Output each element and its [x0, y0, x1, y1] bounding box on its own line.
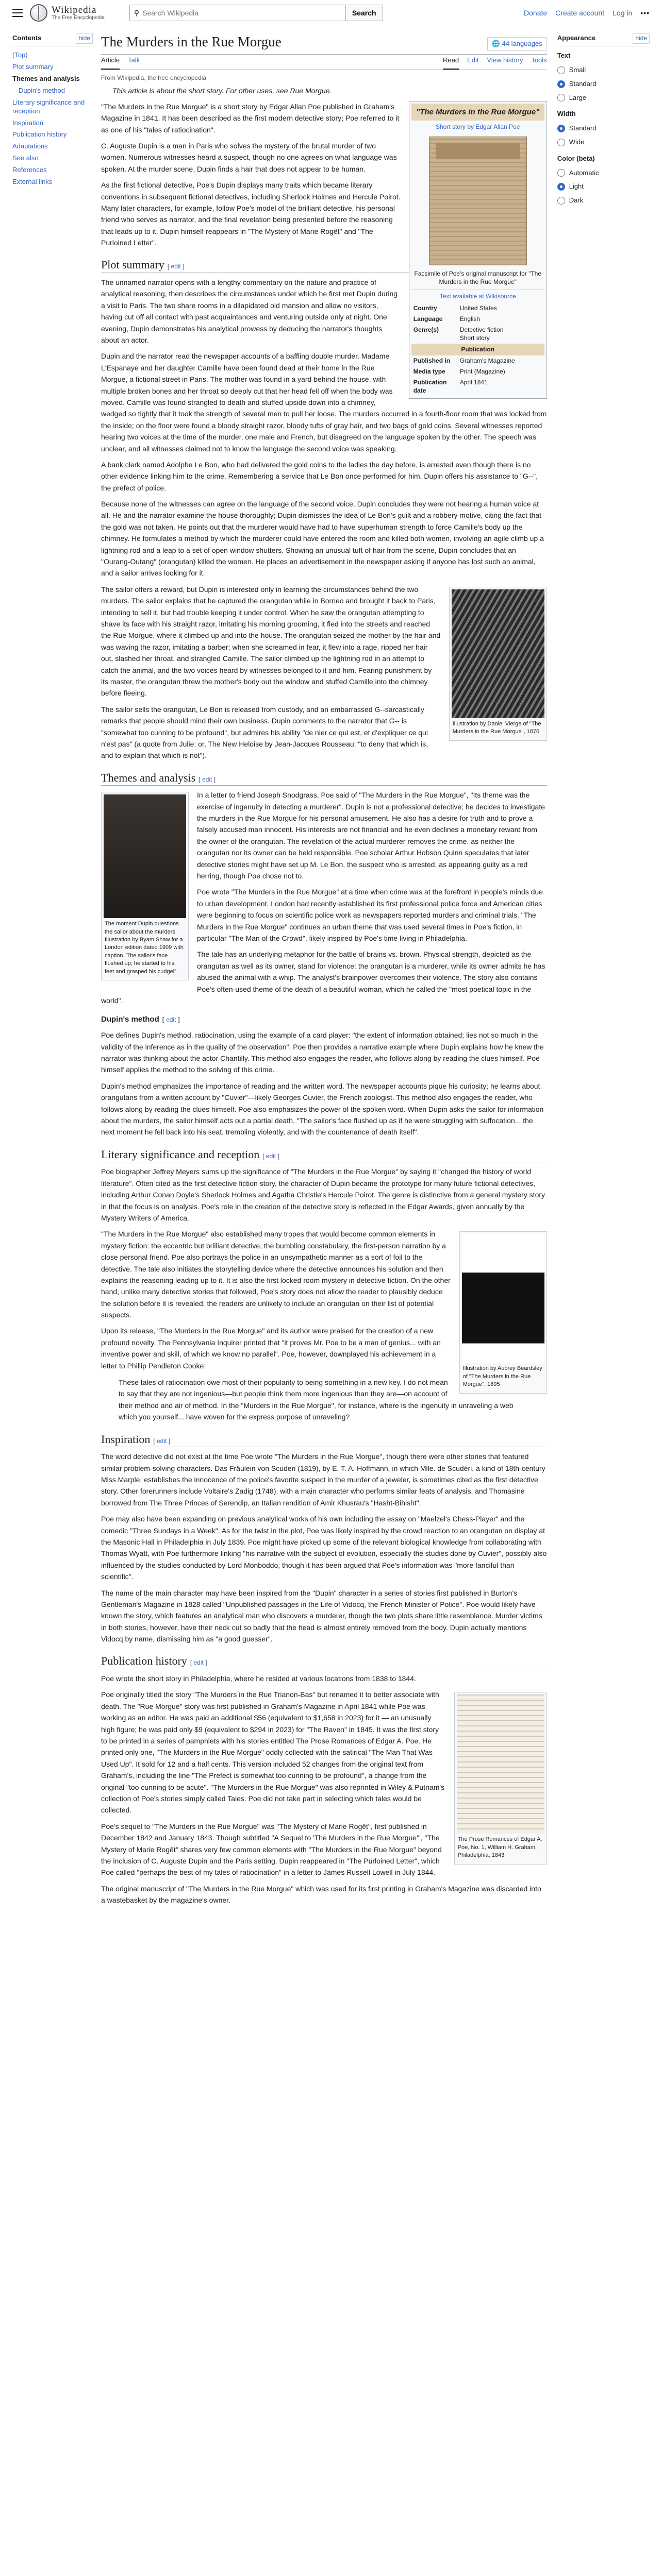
wikipedia-logo[interactable]	[30, 4, 105, 22]
infobox-row	[411, 377, 544, 397]
infobox-label: Publication date	[413, 378, 447, 395]
section-paragraph: Upon its release, "The Murders in the Rue Morgue" and its author were praised for the creation of a new profound novelty. The Pennsylvania Inquirer printed that "it proves Mr. Poe to be a man of genius... with an inventive power and skill, of which we know no parallel". Poe, however, downplayed his achievement in a letter to Phillip Pendleton Cooke:	[101, 1327, 441, 1370]
appearance-hide-button[interactable]: hide	[633, 33, 650, 44]
infobox-title: "The Murders in the Rue Morgue"	[411, 104, 544, 121]
color-radio-icon[interactable]	[557, 183, 565, 191]
site-sub: From Wikipedia, the free encyclopedia	[101, 74, 207, 82]
globe-icon	[30, 4, 47, 22]
edit-label[interactable]: edit	[202, 775, 212, 783]
text-size-option[interactable]	[557, 77, 650, 91]
section-heading	[101, 1432, 547, 1448]
infobox-publication-heading: Publication	[411, 344, 544, 355]
infobox-row	[411, 366, 544, 377]
language-count: 44 languages	[502, 40, 542, 48]
byam-shaw-illustration-image[interactable]	[104, 794, 186, 918]
infobox-subtitle: Short story by Edgar Allan Poe	[435, 123, 520, 130]
prose-romances-cover[interactable]	[454, 1692, 547, 1864]
beardsley-illustration[interactable]	[459, 1231, 547, 1393]
color-option-label: Light	[569, 182, 584, 191]
section-title: Publication history	[101, 1654, 187, 1668]
appearance-title: Appearance	[557, 34, 596, 42]
infobox-label: Published in	[413, 357, 451, 364]
intro-paragraph: "The Murders in the Rue Morgue" is a short story by Edgar Allan Poe published in Graham's Magazine in 1841. It has been described as the first modern detective story; Poe referred to it as one of his "tales of ratiocination".	[101, 102, 400, 134]
infobox-row	[411, 314, 544, 325]
blockquote: These tales of ratiocination owe most of their popularity to being something in a new key. I do not mean to say that they are not ingenious—but people think them more ingenious than they are—on account of their method and air of method. In the "Murders in the Rue Morgue", for instance, where is the ingenuity in unraveling a web which you yourself... have woven for the express purpose of unraveling?	[119, 1378, 514, 1421]
toc-item[interactable]: Adaptations	[12, 142, 48, 150]
wordmark-text: Wikipedia	[52, 4, 97, 15]
toc-title: Contents	[12, 34, 42, 42]
tab-read[interactable]: Read	[443, 55, 459, 70]
infobox-value: Graham's Magazine	[459, 357, 515, 364]
hatnote: This article is about the short story. For other uses, see Rue Morgue.	[112, 87, 332, 95]
section-heading	[101, 1147, 547, 1163]
more-tools-icon[interactable]: •••	[640, 8, 650, 17]
color-option-label: Dark	[569, 196, 584, 205]
color-option[interactable]	[557, 194, 650, 208]
intro-paragraph: As the first fictional detective, Poe's Dupin displays many traits which became literary conventions in subsequent fictional detectives, including Sherlock Holmes and Hercule Poirot. Many later characters, for example, follow Poe's model of the brilliant detective, his personal friend who serves as narrator, and the final revelation being presented before the reasoning that leads up to it. Dupin himself reappears in "The Mystery of Marie Rogêt" and "The Purloined Letter".	[101, 181, 401, 247]
table-of-contents	[12, 26, 93, 1910]
toc-item[interactable]: Literary significance and reception	[12, 98, 85, 115]
tool-link-2[interactable]: Log in	[613, 8, 633, 17]
tab-talk[interactable]: Talk	[128, 56, 140, 64]
intro-paragraph: C. Auguste Dupin is a man in Paris who solves the mystery of the brutal murder of two women. Numerous witnesses heard a suspect, though no one agrees on what language was spoken. At the murder scene, Dupin finds a hair that does not appear to be human.	[101, 141, 397, 173]
text-size-option-label: Standard	[569, 79, 597, 88]
color-option[interactable]	[557, 166, 650, 180]
tool-link-0[interactable]: Donate	[524, 8, 548, 17]
edit-link[interactable]: [ edit ]	[153, 1437, 171, 1445]
infobox-value: Detective fiction Short story	[459, 326, 504, 342]
color-option[interactable]	[557, 180, 650, 194]
section-paragraph: The name of the main character may have been inspired from the "Dupin" character in a series of stories first published in Burton's Gentleman's Magazine in 1828 called "Unpublished passages in the Life of Vidocq, the French Minister of Police". Poe would likely have known the story, which features an analytical man who discovers a murderer, though the two plots share little resemblance. Murder victims in both stories, however, have their neck cut so badly that the head is almost entirely removed from the body. Dupin actually mentions Vidocq by name, dismissing him as "a good guesser".	[101, 1588, 542, 1643]
text-size-radio-icon[interactable]	[557, 80, 565, 88]
section-title: Dupin's method	[101, 1015, 159, 1024]
toc-item[interactable]: Inspiration	[12, 118, 43, 127]
tab-edit[interactable]: Edit	[467, 56, 479, 64]
toc-item[interactable]: Dupin's method	[19, 86, 65, 94]
search-form	[129, 5, 383, 21]
infobox-value: United States	[459, 304, 497, 312]
tagline: The Free Encyclopedia	[52, 14, 105, 21]
infobox-row	[411, 303, 544, 314]
infobox-label: Country	[413, 304, 437, 312]
user-tools	[524, 7, 650, 19]
text-size-radio-icon[interactable]	[557, 94, 565, 101]
width-radio-icon[interactable]	[557, 139, 565, 146]
section-paragraph: Poe's sequel to "The Murders in the Rue Morgue" was "The Mystery of Marie Rogêt", first published in December 1842 and January 1843. Though subtitled "A Sequel to 'The Murders in the Rue Morgue'", "The Mystery of Marie Rogêt" shares very few common elements with "The Murders in the Rue Morgue" beyond the inclusion of C. Auguste Dupin and the Paris setting. Dupin reappeared in "The Purloined Letter", which Poe called "perhaps the best of my tales of ratiocination" in a letter to James Russell Lowell in July 1844.	[101, 1822, 442, 1877]
page-title-text: The Murders in the Rue Morgue	[101, 34, 282, 49]
byam-shaw-illustration[interactable]	[101, 792, 189, 980]
infobox-table	[411, 303, 544, 344]
section-paragraph: The original manuscript of "The Murders in the Rue Morgue" which was used for its first printing in Graham's Magazine was discarded into a wastebasket by the magazine's owner.	[101, 1884, 541, 1905]
toc-item[interactable]: (Top)	[12, 51, 28, 59]
section-paragraph: Dupin's method emphasizes the importance of reading and the written word. The newspaper accounts pique his curiosity; he learns about orangutans from a written account by "Cuvier"—likely Georges Cuvier, the French zoologist. This method also engages the reader, who follows along by reading the clues himself. Poe also emphasizes the power of the spoken word. When Dupin asks the sailor for information about the murders, the sailor himself acts out a partial death. "The sailor's face flushed up as if he were struggling with suffocation... the next moment he fell back into his seat, trembling violently, and with the countenance of death itself".	[101, 1081, 544, 1137]
section-paragraph: The unnamed narrator opens with a lengthy commentary on the nature and practice of analytical reasoning, then describes the circumstances under which he first met Dupin during a visit to Paris. The two share rooms in a dilapidated old mansion and allow no visitors, having cut off all contact with past acquaintances and venturing outside only at night. One evening, Dupin demonstrates his analytical prowess by deducing the narrator's thoughts about an actor.	[101, 278, 398, 344]
width-radio-icon[interactable]	[557, 125, 565, 132]
tab-article[interactable]: Article	[101, 55, 120, 70]
section-paragraph: Poe wrote the short story in Philadelphia, where he resided at various locations from 1838 to 1844.	[101, 1674, 416, 1683]
toc-hide-button[interactable]: hide	[76, 33, 93, 44]
section-paragraph: Poe wrote "The Murders in the Rue Morgue" at a time when crime was at the forefront in people's minds due to urban development. London had recently established its first professional police force and American cities were beginning to focus on scientific police work as newspapers reported murders and criminal trials. "The Murders in the Rue Morgue" continues an urban theme that was used several times in Poe's fiction, in particular "The Man of the Crowd", likely inspired by Poe's time living in Philadelphia.	[197, 888, 543, 942]
color-option-label: Automatic	[569, 168, 599, 177]
manuscript-image[interactable]	[429, 137, 527, 265]
tab-tools[interactable]: Tools	[531, 56, 547, 64]
search-icon: ⚲	[134, 8, 140, 17]
section-paragraph: "The Murders in the Rue Morgue" also established many tropes that would become common elements in mystery fiction: the eccentric but brilliant detective, the bumbling constabulary, the first-person narration by a close personal friend. Poe also portrays the police in an unsympathetic manner as a sort of foil to the detective. The tale also initiates the storytelling device where the detective announces his solution and then explains the reasoning leading up to it. It is also the first locked room mystery in detective fiction. On the other hand, unlike many detective stories that followed, Poe's story does not allow the reader to plausibly deduce the solution before it is revealed; the readers are unlikely to include an orangutan on their list of potential suspects.	[101, 1230, 451, 1319]
text-size-option[interactable]	[557, 91, 650, 105]
infobox-publication-table	[411, 355, 544, 396]
edit-link[interactable]: [ edit ]	[190, 1659, 207, 1667]
site-header	[0, 0, 662, 26]
wikisource-link[interactable]: Text available at Wikisource	[411, 290, 544, 303]
section-paragraph: The sailor sells the orangutan, Le Bon is released from custody, and an embarrassed G--sarcastically remarks that people should mind their own business. Dupin comments to the narrator that G-- is "somewhat too cunning to be profound", but admires his ability "de nier ce qui est, et d'expliquer ce qui n'est pas" (a quote from Julie; or, The New Heloise by Jean-Jacques Rousseau: "to deny that which is, and to explain that which is not").	[101, 705, 428, 760]
edit-link[interactable]: [ edit ]	[167, 263, 185, 270]
byam-shaw-illustration-caption: The moment Dupin questions the sailor about the murders. Illustration by Byam Shaw for a London edition dated 1909 with caption "The sailor's face flushed up; he started to his feet and grasped his cudgel".	[105, 921, 184, 975]
appearance-panel	[557, 26, 650, 1910]
infobox-label: Language	[413, 315, 443, 323]
edit-label[interactable]: edit	[266, 1152, 276, 1160]
section-paragraph: In a letter to friend Joseph Snodgrass, Poe said of "The Murders in the Rue Morgue", "Its theme was the exercise of ingenuity in detecting a murderer". Dupin is not a professional detective; he decides to investigate the murders in the Rue Morgue for his personal amusement. He also has a desire for truth and to prove a falsely accused man innocent. His interests are not financial and he even declines a monetary reward from the owner of the orangutan. The revelation of the actual murderer removes the crime, as neither the orangutan nor its owner can be held responsible. Poe scholar Arthur Hobson Quinn speculates that later detective stories might have set up M. Le Bon, the suspect who is arrested, as appearing guilty as a red herring, though Poe chose not to.	[197, 791, 545, 880]
prose-romances-cover-caption: The Prose Romances of Edgar A. Poe, No. 1, William H. Graham, Philadelphia, 1843	[457, 1836, 542, 1859]
infobox-value: April 1841	[459, 378, 488, 386]
section-paragraph: Poe biographer Jeffrey Meyers sums up the significance of "The Murders in the Rue Morgue" by saying it "changed the history of world literature". Often cited as the first detective fiction story, the character of Dupin became the prototype for many future fictional detectives, including Arthur Conan Doyle's Sherlock Holmes and Agatha Christie's Hercule Poirot. The genre is distinctive from a general mystery story in that the focus is on analysis. Poe's role in the creation of the detective story is reflected in the Edgar Awards, given annually by the Mystery Writers of America.	[101, 1167, 545, 1222]
edit-link[interactable]: [ edit ]	[198, 775, 216, 783]
infobox-row	[411, 325, 544, 344]
infobox-value: English	[459, 315, 481, 323]
article	[101, 26, 547, 1910]
section-title: Inspiration	[101, 1432, 151, 1446]
edit-label[interactable]: edit	[193, 1659, 204, 1667]
infobox-label: Media type	[413, 367, 445, 375]
infobox-label: Genre(s)	[413, 326, 439, 333]
width-label: Width	[557, 110, 576, 118]
color-radio-icon[interactable]	[557, 197, 565, 205]
page-tabs	[101, 55, 547, 70]
text-size-option-label: Large	[569, 93, 586, 101]
width-option[interactable]	[557, 122, 650, 135]
section-heading	[101, 1654, 547, 1669]
section-heading	[101, 771, 547, 786]
section-paragraph: Because none of the witnesses can agree on the language of the second voice, Dupin concludes they were not hearing a human voice at all. He and the narrator examine the house thoroughly; Dupin dismisses the idea of Le Bon's guilt and a robbery motive, citing the fact that the gold was not taken. He points out that the murderer would have had to have superhuman strength to force Camille's body up the chimney. He formulates a method by which the murderer could have entered the room and killed both women, involving an agile climb up a lightning rod and a leap to a set of open window shutters. Showing an unusual tuft of hair from the scene, Dupin concludes that an "Ourang-Outang" (orangutan) killed the women. He places an advertisement in the newspaper asking if anyone has lost such an animal, and a sailor arrives looking for it.	[101, 500, 544, 578]
section-paragraph: The word detective did not exist at the time Poe wrote "The Murders in the Rue Morgue", though there were other stories that featured similar problem-solving characters. Das Fräulein von Scuderi (1819), by E. T. A. Hoffmann, in which Mlle. de Scudéri, a kind of 18th-century Miss Marple, establishes the innocence of the police's favorite suspect in the murder of a jeweler, is sometimes cited as the first detective story. Other forerunners include Voltaire's Zadig (1748), with a main character who performs similar feats of analysis, and Thomasine borrowed from The Three Princes of Serendip, an Italian rendition of Amir Khusrau's "Hasht-Bihisht".	[101, 1452, 545, 1507]
width-option[interactable]	[557, 135, 650, 149]
edit-link[interactable]: [ edit ]	[162, 1016, 180, 1024]
tool-link-1[interactable]: Create account	[555, 8, 605, 17]
wordmark	[52, 5, 105, 21]
color-label: Color (beta)	[557, 154, 595, 162]
toc-item[interactable]: External links	[12, 177, 53, 185]
toc-item[interactable]: Plot summary	[12, 63, 54, 71]
infobox-caption: Facsimile of Poe's original manuscript for "The Murders in the Rue Morgue"	[414, 269, 542, 286]
edit-label[interactable]: edit	[171, 263, 181, 270]
beardsley-illustration-caption: Illustration by Aubrey Beardsley of "The Murders in the Rue Morgue", 1895	[462, 1365, 542, 1388]
color-radio-icon[interactable]	[557, 169, 565, 177]
prose-romances-cover-image[interactable]	[457, 1694, 544, 1834]
search-input[interactable]	[142, 9, 341, 17]
edit-link[interactable]: [ edit ]	[262, 1152, 279, 1160]
search-button[interactable]: Search	[346, 5, 383, 21]
language-button[interactable]: 🌐 44 languages	[487, 37, 547, 51]
search-box[interactable]	[129, 5, 346, 21]
toc-item[interactable]: See also	[12, 154, 39, 162]
section-title: Plot summary	[101, 258, 164, 272]
section-paragraph: The tale has an underlying metaphor for the battle of brains vs. brown. Physical strength, depicted as the orangutan as well as its owner, stand for violence: the orangutan is a murderer, while its owner admits he has abused the animal with a whip. The analyst's brainpower overcomes their violence. The story also contains Poe's often-used theme of the death of a beautiful woman, which he called the "most poetical topic in the world".	[101, 950, 545, 1005]
edit-label[interactable]: edit	[166, 1016, 176, 1024]
section-paragraph: Poe originally titled the story "The Murders in the Rue Trianon-Bas" but renamed it to better associate with death. The "Rue Morgue" story was first published in Graham's Magazine in April 1841 while Poe was working as an editor. He was paid an additional $56 (equivalent to $1,658 in 2023) for it — an unusually high figure; he was paid only $9 (equivalent to $294 in 2023) for "The Raven" in 1845. It was the first story to be printed in a series of pamphlets with his stories entitled The Prose Romances of Edgar A. Poe. He printed only one, "The Murders in the Rue Morgue" oddly collected with the satirical "The Man That Was Used Up". It sold for 12 and a half cents. This version included 52 changes from the original text from Graham's, including the line "The Prefect is somewhat too cunning to be profound", a change from the original "too cunning to be acute". "The Murders in the Rue Morgue" was also reprinted in Wiley & Putnam's collection of Poe's stories simply called Tales. Poe did not take part in selecting which tales would be collected.	[101, 1690, 445, 1815]
page-title	[101, 26, 547, 55]
section-paragraph: The sailor offers a reward, but Dupin is interested only in learning the circumstances behind the two murders. The sailor explains that he captured the orangutan while in Borneo and brought it back to Paris, intending to sell it, but had trouble keeping it under control. When he saw the orangutan attempting to shave its face with his straight razor, imitating his morning grooming, it fled into the streets and reached the Rue Morgue, where it climbed up and into the house. The orangutan seized the mother by the hair and was waving the razor, imitating a barber; when she screamed in fear, it flew into a rage, ripped her hair out, slashed her throat, and strangled Camille. The sailor climbed up the lightning rod in an attempt to catch the animal, and the two voices heard by witnesses belonged to it and him. Fearing punishment by its master, the orangutan threw the mother's body out the window and stuffed Camille into the chimney before fleeing.	[101, 585, 441, 698]
infobox	[409, 101, 547, 399]
edit-label[interactable]: edit	[157, 1437, 167, 1445]
text-size-option-label: Small	[569, 65, 586, 74]
text-size-label: Text	[557, 52, 571, 60]
main-menu-icon[interactable]	[12, 9, 23, 17]
toc-item[interactable]: Publication history	[12, 130, 67, 139]
section-paragraph: Dupin and the narrator read the newspaper accounts of a baffling double murder. Madame L'Espanaye and her daughter Camille have been found dead at their home in the Rue Morgue, a fictional street in Paris. The mother was found in a yard behind the house, with multiple broken bones and her throat so deeply cut that her head fell off when the body was moved. Camille was found strangled to death and stuffed upside down into a chimney, wedged so tightly that it took the strength of several men to pull her loose. The murders occurred in a fourth-floor room that was locked from the inside; on the floor were found a bloody straight razor, bloody tufts of gray hair, and two bags of gold coins. Several witnesses reported hearing two voices at the time of the murder, one male and French, but disagreed on the language spoken by the other. The speech was unclear, and all witnesses claimed not to know the language the second voice was speaking.	[101, 352, 547, 453]
text-size-option[interactable]	[557, 63, 650, 77]
text-size-radio-icon[interactable]	[557, 66, 565, 74]
section-paragraph: Poe may also have been expanding on previous analytical works of his own including the essay on "Maelzel's Chess-Player" and the comedic "Three Sundays in a Week". As for the twist in the plot, Poe was likely inspired by the crowd reaction to an orangutan on display at the Masonic Hall in Philadelphia in July 1839. Poe might have picked up some of the relevant biological knowledge from collaborating with Thomas Wyatt, with Poe furthermore linking "his narrative with the subject of evolution, especially the studies done by Cuvier", possibly also influenced by the studies conducted by Lord Monboddo, though it has been argued that Poe's information was "more fanciful than scientific".	[101, 1515, 547, 1581]
tab-view-history[interactable]: View history	[487, 56, 523, 64]
section-title: Themes and analysis	[101, 771, 196, 784]
vierge-illustration-image[interactable]	[452, 589, 544, 718]
toc-item[interactable]: References	[12, 166, 47, 174]
section-title: Literary significance and reception	[101, 1147, 260, 1161]
toc-item[interactable]: Themes and analysis	[12, 74, 80, 82]
section-paragraph: Poe defines Dupin's method, ratiocination, using the example of a card player: "the extent of information obtained; lies not so much in the validity of the inference as in the quality of the observation". Poe then provides a narrative example where Dupin explains how he knew the narrator was thinking about the actor Chantilly. This method also engages the reader, who follows along by reading the clues himself. Poe himself applies the method to the solving of this crime.	[101, 1031, 544, 1074]
beardsley-illustration-image[interactable]	[462, 1234, 544, 1363]
vierge-illustration[interactable]	[449, 587, 547, 741]
width-option-label: Wide	[569, 138, 585, 146]
width-option-label: Standard	[569, 124, 597, 132]
section-heading	[101, 1013, 547, 1026]
section-paragraph: A bank clerk named Adolphe Le Bon, who had delivered the gold coins to the ladies the day before, is arrested even though there is no other evidence linking him to the crime. Remembering a service that Le Bon once performed for him, Dupin offers his assistance to "G--", the prefect of police.	[101, 460, 538, 492]
vierge-illustration-caption: Illustration by Daniel Vierge of "The Murders in the Rue Morgue", 1870	[452, 720, 541, 735]
infobox-value: Print (Magazine)	[459, 367, 505, 375]
infobox-row	[411, 355, 544, 366]
